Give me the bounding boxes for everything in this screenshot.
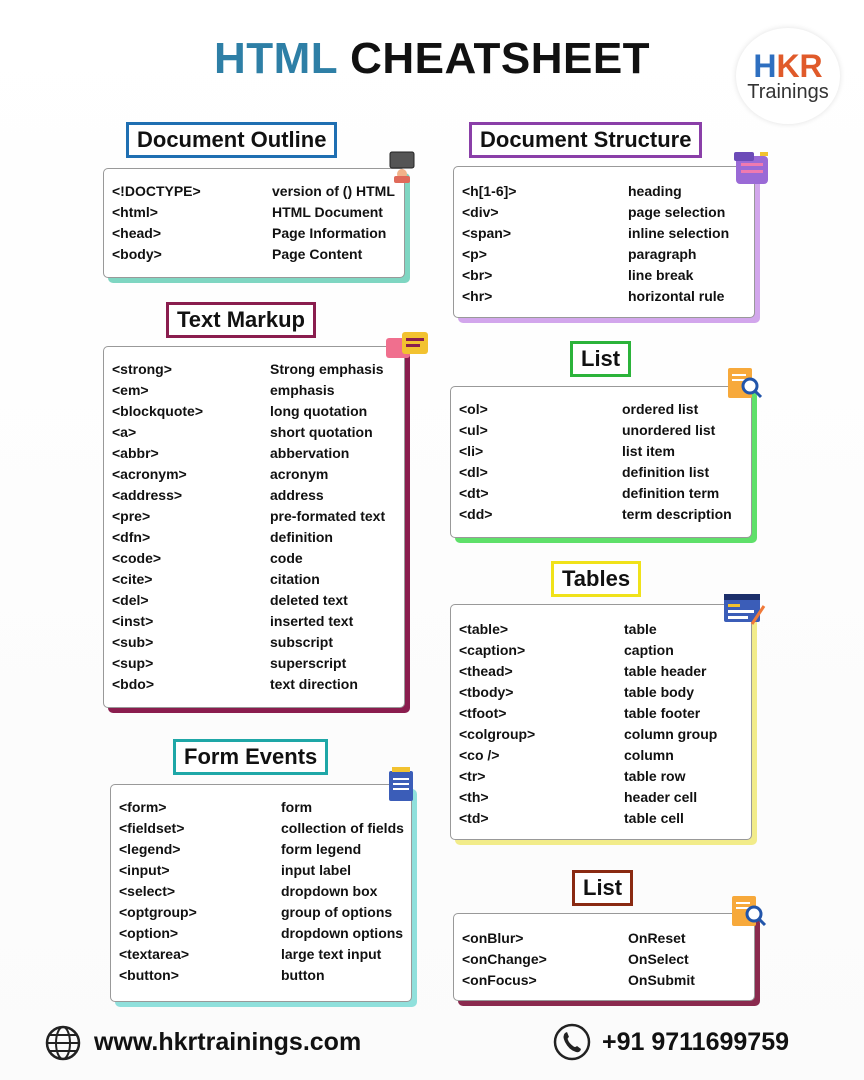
table-row [112,527,398,548]
tag-name: <colgroup> [459,726,536,742]
tag-name: <dl> [459,464,488,480]
tag-name: <fieldset> [119,820,185,836]
table-row [112,443,398,464]
tag-name: <span> [462,225,512,241]
tag-description: subscript [270,634,334,650]
tag-description: abbervation [270,445,350,461]
tag-description: table [624,621,657,637]
tag-description: term description [622,506,732,522]
tag-name: <p> [462,246,487,262]
table-row [112,464,398,485]
tag-description: table footer [624,705,701,721]
tag-name: <select> [119,883,176,899]
tag-description: inline selection [628,225,730,241]
table-row [112,359,398,380]
tag-description: table header [624,663,707,679]
text-markup-heading: Text Markup [166,302,316,338]
document-search-icon-2 [728,892,768,932]
tag-description: deleted text [270,592,348,608]
table-row [112,380,398,401]
tag-description: group of options [281,904,393,920]
tag-name: <pre> [112,508,151,524]
tag-description: superscript [270,655,347,671]
tag-name: <div> [462,204,499,220]
table-row [459,808,745,829]
tag-name: <tfoot> [459,705,507,721]
tag-name: <a> [112,424,137,440]
tag-description: collection of fields [281,820,404,836]
tag-description: column [624,747,674,763]
tag-description: short quotation [270,424,373,440]
tag-description: dropdown options [281,925,404,941]
tag-name: <thead> [459,663,513,679]
table-row [112,674,398,695]
tag-name: <inst> [112,613,154,629]
tag-name: <bdo> [112,676,155,692]
tag-description: OnReset [628,930,686,946]
tag-description: heading [628,183,682,199]
tag-name: <body> [112,246,162,262]
table-row [119,944,405,965]
table-row [112,506,398,527]
phone-number[interactable]: +91 9711699759 [602,1028,790,1056]
notepad-icon [386,766,418,804]
tag-description: emphasis [270,382,335,398]
table-row [459,441,745,462]
logo-h: H [753,48,777,84]
globe-icon [44,1024,82,1062]
tag-description: table cell [624,810,684,826]
table-row [112,590,398,611]
tag-name: <address> [112,487,183,503]
table-row [119,860,405,881]
tag-description: line break [628,267,694,283]
table-row [462,244,748,265]
table-row [112,632,398,653]
tag-name: <hr> [462,288,493,304]
table-row [119,902,405,923]
table-row [459,483,745,504]
tag-name: <del> [112,592,149,608]
list-events-card [453,913,755,1001]
tag-description: form legend [281,841,362,857]
tag-description: page selection [628,204,726,220]
table-row [112,485,398,506]
tag-name: <sub> [112,634,154,650]
form-events-heading: Form Events [173,739,328,775]
tag-name: <li> [459,443,484,459]
table-row [459,504,745,525]
title-cheatsheet: CHEATSHEET [350,34,651,83]
table-row [112,653,398,674]
list-heading: List [570,341,631,377]
tag-name: <acronym> [112,466,187,482]
table-row [462,265,748,286]
tag-name: <br> [462,267,493,283]
tag-description: horizontal rule [628,288,725,304]
tag-description: OnSubmit [628,972,695,988]
title-card-icon [732,150,772,188]
table-row [112,202,398,223]
tag-name: <form> [119,799,167,815]
phone-icon [552,1022,592,1062]
tag-description: input label [281,862,351,878]
tag-name: <tr> [459,768,486,784]
hkr-logo [736,28,840,124]
website-link[interactable]: www.hkrtrainings.com [94,1028,362,1056]
table-row [459,766,745,787]
table-row [112,548,398,569]
table-row [462,202,748,223]
table-row [459,682,745,703]
tag-name: <onFocus> [462,972,537,988]
tag-description: version of () HTML [272,183,395,199]
tag-description: inserted text [270,613,354,629]
tag-description: list item [622,443,675,459]
tag-name: <co /> [459,747,500,763]
document-outline-heading: Document Outline [126,122,337,158]
tag-description: text direction [270,676,358,692]
tag-name: <textarea> [119,946,190,962]
list-events-heading: List [572,870,633,906]
tag-description: dropdown box [281,883,378,899]
tag-name: <dfn> [112,529,151,545]
tag-description: long quotation [270,403,368,419]
tag-name: <onChange> [462,951,547,967]
tag-description: OnSelect [628,951,689,967]
computer-user-icon [388,150,418,184]
tag-name: <head> [112,225,162,241]
table-row [119,923,405,944]
logo-kr: KR [776,48,823,84]
tag-name: <button> [119,967,179,983]
tag-name: <cite> [112,571,153,587]
tag-description: table body [624,684,695,700]
tag-name: <optgroup> [119,904,197,920]
form-events-card [110,784,412,1002]
tag-description: large text input [281,946,382,962]
table-row [459,703,745,724]
table-row [112,401,398,422]
table-row [462,949,748,970]
tag-name: <legend> [119,841,181,857]
table-row [119,965,405,986]
tag-description: address [270,487,324,503]
table-row [462,970,748,991]
table-row [112,569,398,590]
table-row [112,223,398,244]
tag-name: <table> [459,621,509,637]
tag-description: citation [270,571,320,587]
document-structure-card [453,166,755,318]
table-row [462,181,748,202]
tables-heading: Tables [551,561,641,597]
table-row [112,611,398,632]
tag-name: <dd> [459,506,493,522]
tag-description: pre-formated text [270,508,386,524]
list-card [450,386,752,538]
tag-description: HTML Document [272,204,383,220]
tables-card [450,604,752,840]
table-row [462,223,748,244]
table-row [119,797,405,818]
table-row [459,640,745,661]
tag-name: <strong> [112,361,172,377]
tag-description: ordered list [622,401,699,417]
tag-name: <!DOCTYPE> [112,183,201,199]
tag-name: <code> [112,550,162,566]
tag-name: <h[1-6]> [462,183,517,199]
table-row [459,399,745,420]
table-row [459,724,745,745]
tag-name: <tbody> [459,684,514,700]
table-row [112,422,398,443]
table-row [459,787,745,808]
tag-name: <td> [459,810,489,826]
tag-name: <option> [119,925,179,941]
table-row [462,928,748,949]
chat-bubbles-icon [384,330,430,364]
logo-subtitle: Trainings [747,81,829,103]
tag-description: column group [624,726,718,742]
tag-name: <blockquote> [112,403,204,419]
tag-description: table row [624,768,686,784]
tag-description: definition term [622,485,720,501]
tag-name: <caption> [459,642,526,658]
tag-name: <th> [459,789,489,805]
tag-description: Page Content [272,246,363,262]
tag-name: <ul> [459,422,488,438]
title-html: HTML [213,34,338,83]
tag-name: <onBlur> [462,930,524,946]
tag-description: definition [270,529,333,545]
tag-description: button [281,967,325,983]
table-row [119,818,405,839]
tag-name: <ol> [459,401,488,417]
table-row [119,881,405,902]
table-row [459,745,745,766]
text-markup-card [103,346,405,708]
table-row [459,420,745,441]
tag-name: <input> [119,862,170,878]
table-window-icon [722,590,766,628]
tag-description: paragraph [628,246,697,262]
tag-description: header cell [624,789,698,805]
tag-description: form [281,799,313,815]
table-row [459,462,745,483]
table-row [462,286,748,307]
document-structure-heading: Document Structure [469,122,702,158]
tag-name: <sup> [112,655,154,671]
table-row [459,619,745,640]
tag-name: <em> [112,382,149,398]
tag-description: Page Information [272,225,387,241]
document-search-icon [724,364,764,404]
page-title [0,34,864,84]
tag-description: unordered list [622,422,716,438]
tag-name: <abbr> [112,445,159,461]
table-row [459,661,745,682]
footer [0,1010,864,1080]
table-row [112,181,398,202]
table-row [112,244,398,265]
tag-description: definition list [622,464,710,480]
table-row [119,839,405,860]
tag-description: code [270,550,303,566]
tag-name: <html> [112,204,158,220]
tag-name: <dt> [459,485,489,501]
tag-description: Strong emphasis [270,361,384,377]
tag-description: caption [624,642,674,658]
tag-description: acronym [270,466,329,482]
document-outline-card [103,168,405,278]
